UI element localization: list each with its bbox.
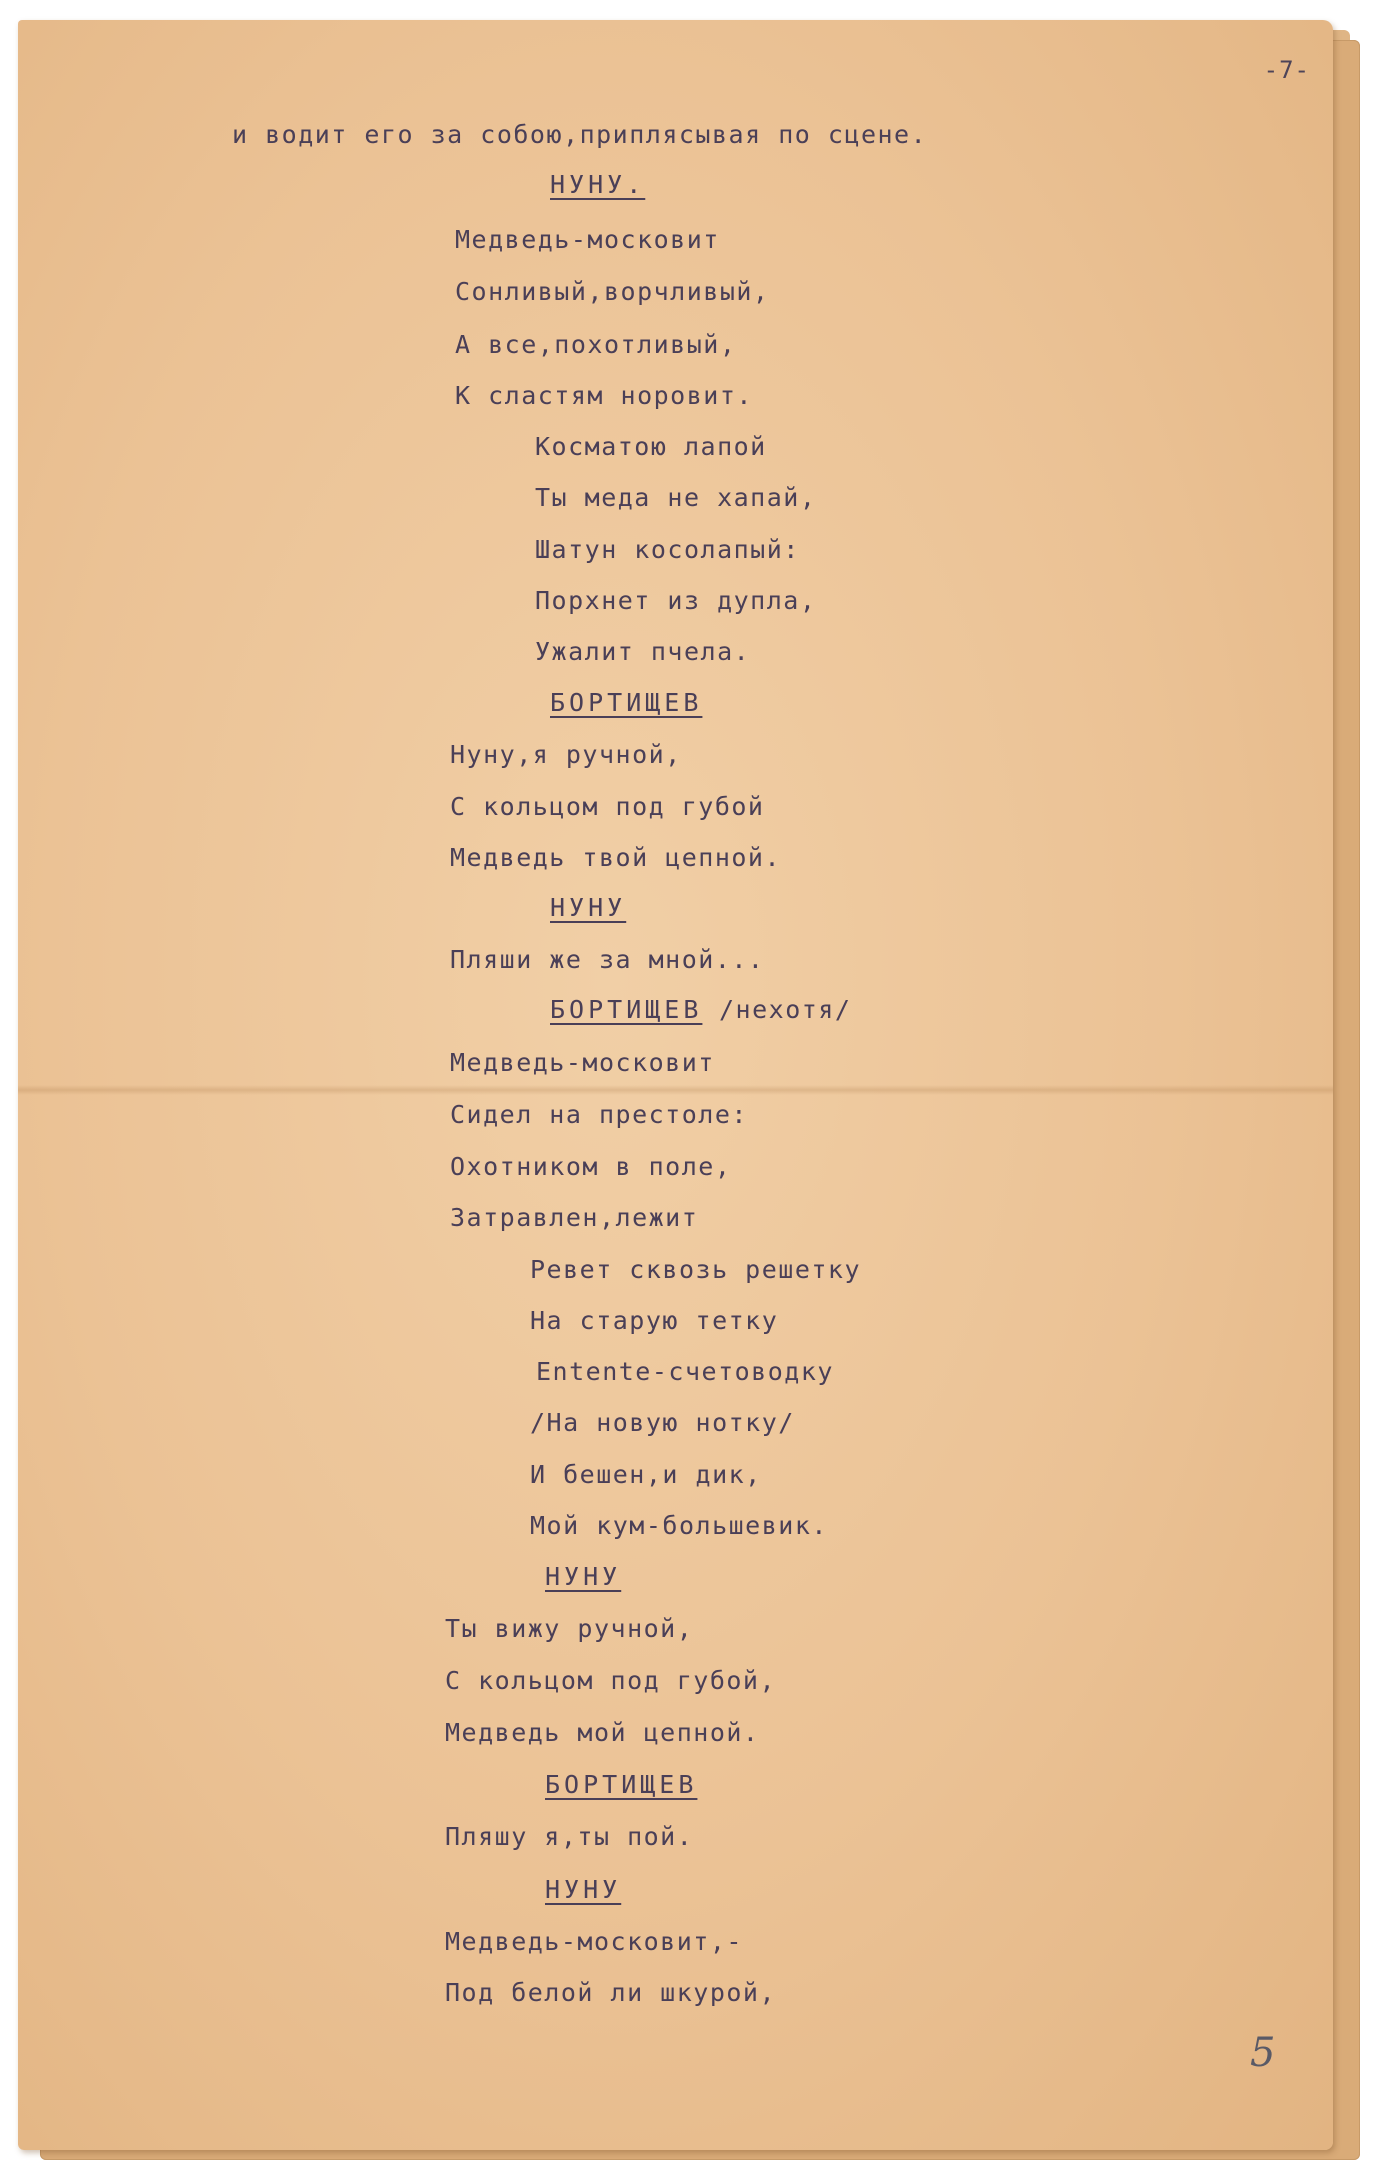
verse-line: Шатун косолапый: (535, 535, 800, 564)
verse-line: К сластям норовит. (455, 381, 753, 410)
verse-line: Мой кум-большевик. (530, 1511, 828, 1540)
verse-line: Сонливый,ворчливый, (455, 277, 770, 306)
verse-line: Медведь мой цепной. (445, 1718, 760, 1747)
verse-line: И бешен,и дик, (530, 1460, 762, 1489)
verse-line: А все,похотливый, (455, 330, 737, 359)
speaker-nunu: НУНУ (550, 893, 627, 922)
speaker-nunu: НУНУ (545, 1875, 622, 1904)
verse-line: Под белой ли шкурой, (445, 1978, 777, 2007)
verse-line: Нуну,я ручной, (450, 740, 682, 769)
verse-line: Ты вижу ручной, (445, 1614, 694, 1643)
verse-line: Пляшу я,ты пой. (445, 1822, 694, 1851)
verse-line: Entente-счетоводку (536, 1357, 834, 1386)
speaker-bortishchev: БОРТИЩЕВ (545, 1770, 698, 1799)
verse-line: Косматою лапой (535, 432, 767, 461)
verse-line: С кольцом под губой, (445, 1666, 777, 1695)
verse-line: Порхнет из дупла, (535, 586, 817, 615)
speaker-nunu: НУНУ. (550, 170, 646, 199)
verse-line: Затравлен,лежит (450, 1203, 699, 1232)
stage-direction: и водит его за собою,приплясывая по сцене. (232, 120, 928, 149)
verse-line: Медведь-московит (450, 1048, 715, 1077)
verse-line: Сидел на престоле: (450, 1100, 748, 1129)
verse-line: Пляши же за мной... (450, 945, 765, 974)
verse-line: Медведь-московит,- (445, 1927, 743, 1956)
verse-line: Охотником в поле, (450, 1152, 732, 1181)
verse-line: Медведь твой цепной. (450, 843, 782, 872)
speaker-bortishchev: БОРТИЩЕВ (550, 688, 703, 717)
archive-number: 5 (1250, 2030, 1276, 2076)
verse-line: Медведь-московит (455, 225, 720, 254)
verse-line: Ревет сквозь решетку (530, 1255, 862, 1284)
verse-line: /На новую нотку/ (530, 1408, 795, 1437)
verse-line: Ты меда не хапай, (535, 483, 817, 512)
speaker-nunu: НУНУ (545, 1562, 622, 1591)
stage-remark: /нехотя/ (718, 995, 852, 1024)
speaker-with-remark (550, 995, 851, 1024)
verse-line: С кольцом под губой (450, 792, 765, 821)
speaker-bortishchev: БОРТИЩЕВ (550, 995, 703, 1024)
page-number: -7- (1263, 56, 1310, 84)
verse-line: Ужалит пчела. (535, 637, 751, 666)
verse-line: На старую тетку (530, 1306, 779, 1335)
